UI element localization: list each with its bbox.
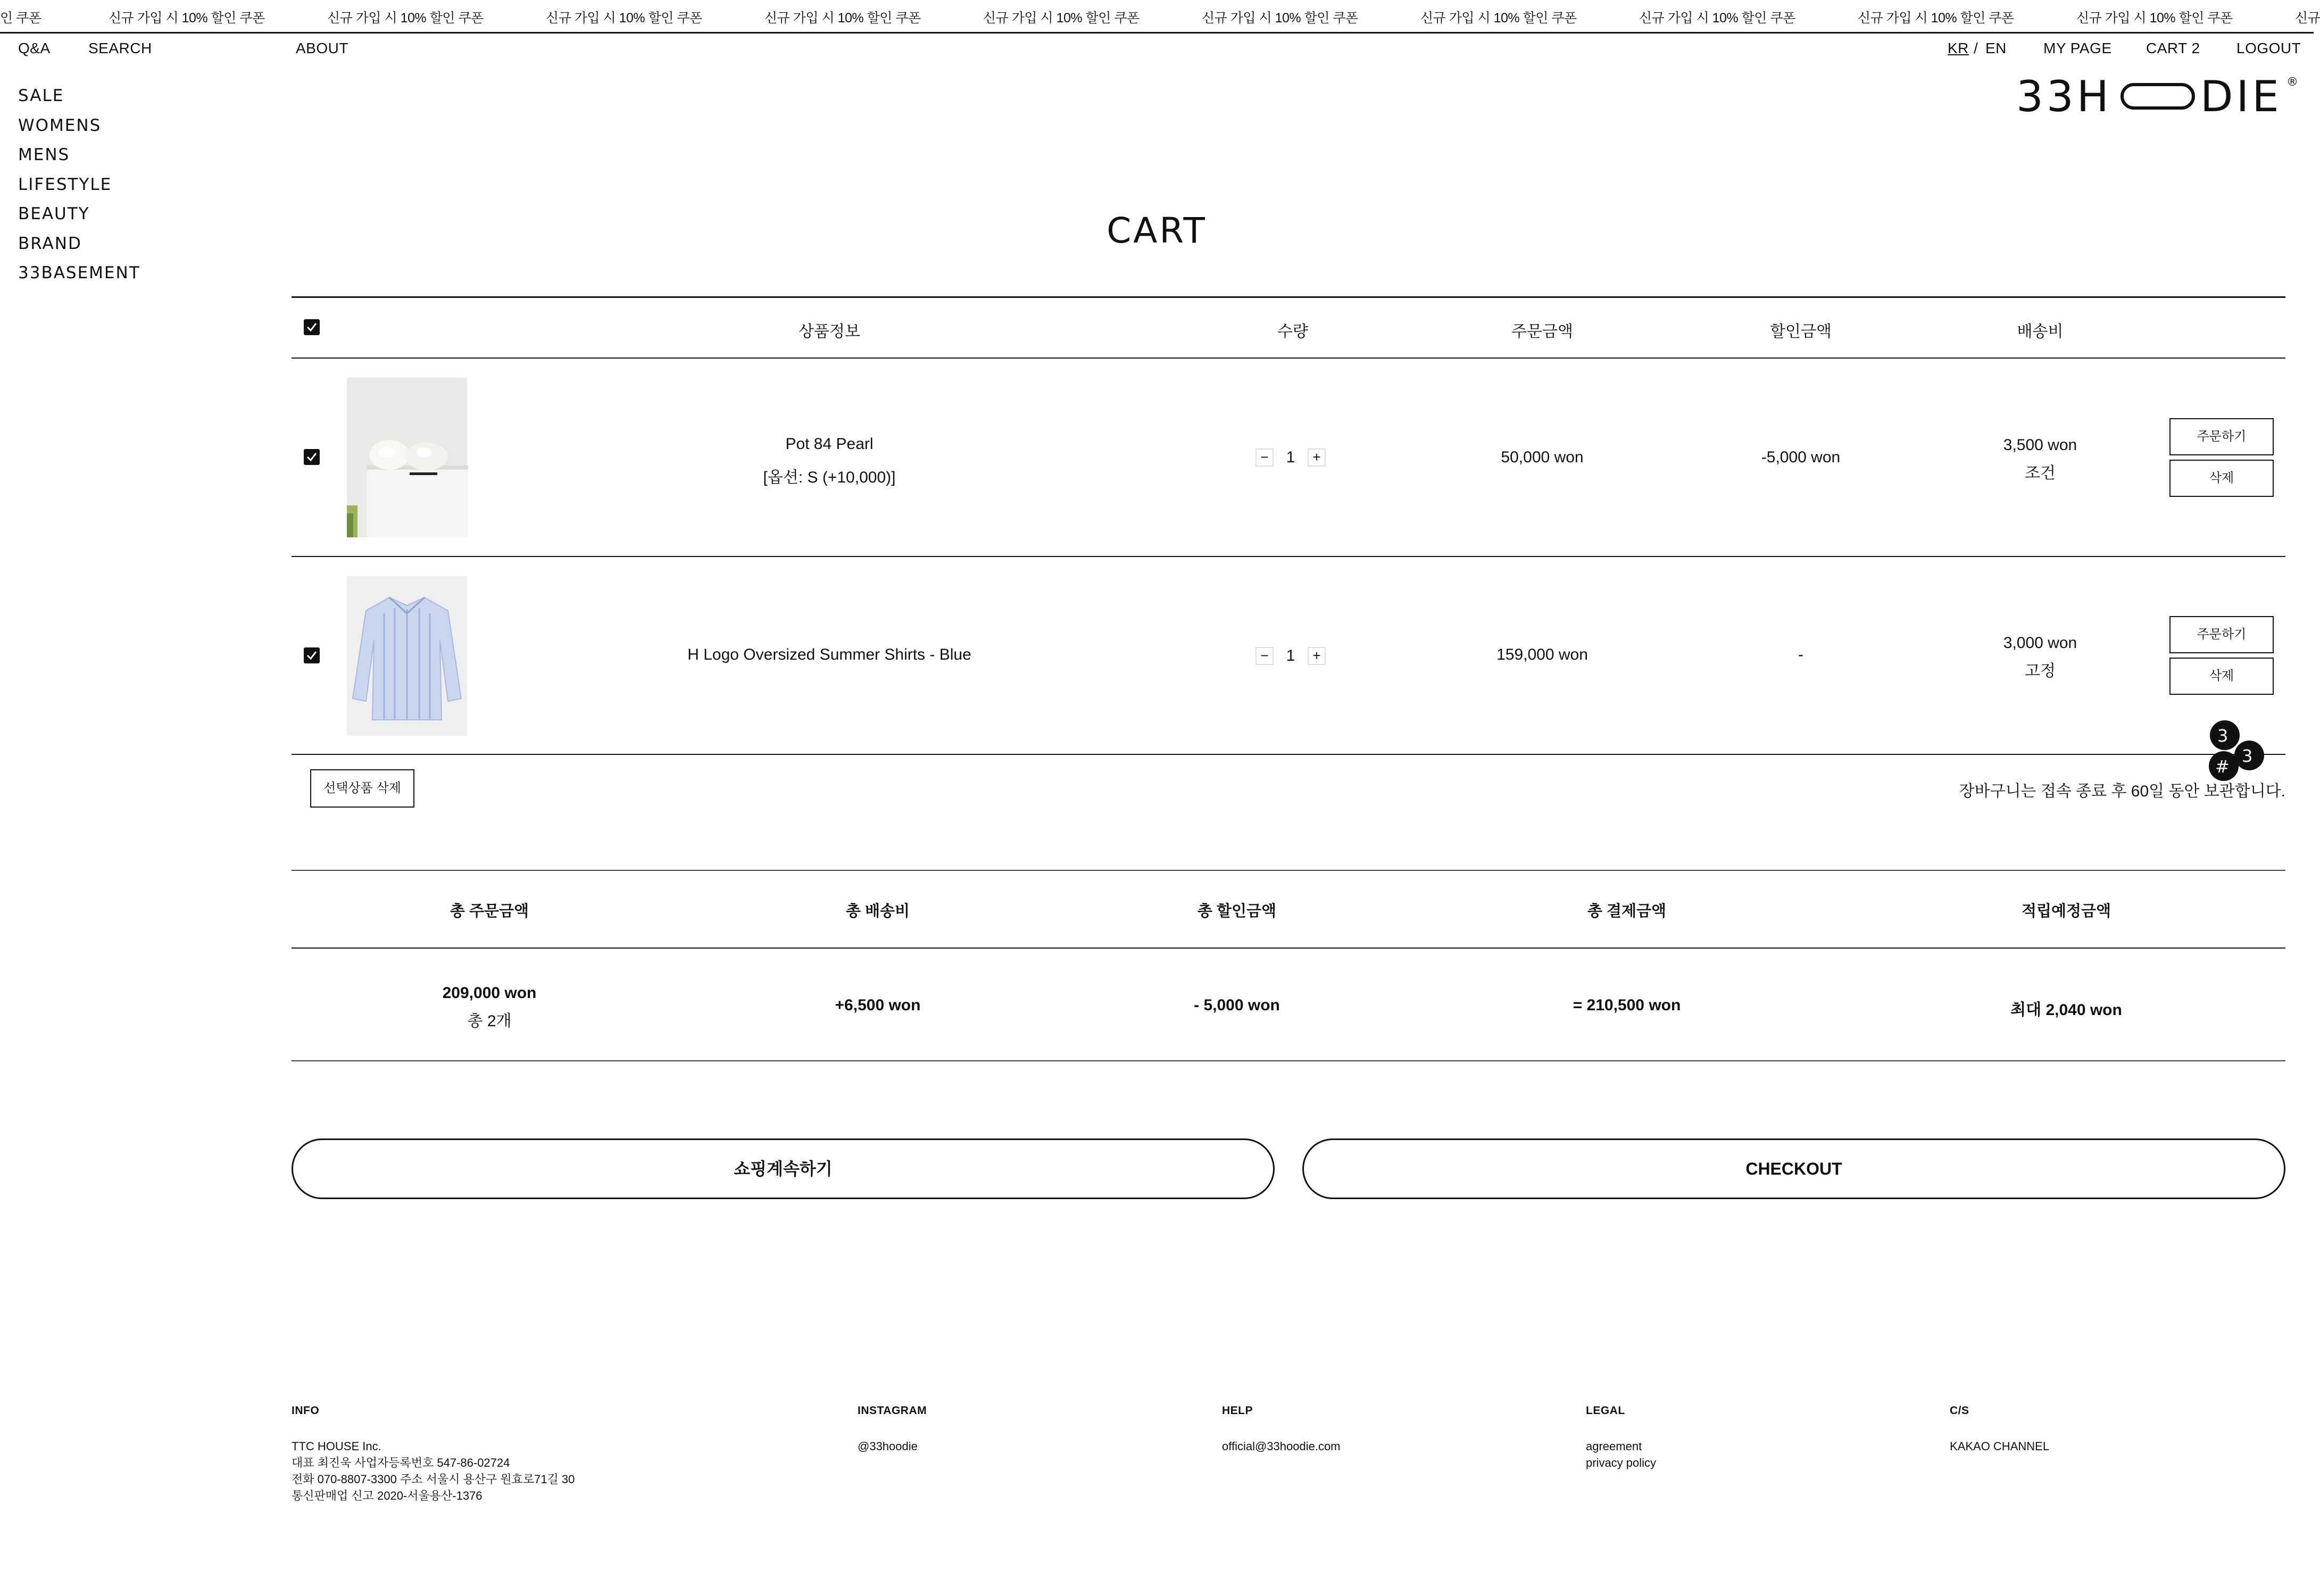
item-checkbox[interactable] <box>304 647 320 663</box>
summary-points-label: 적립예정금액 <box>2021 903 2111 920</box>
summary-total-order-value: 209,000 won <box>442 984 537 1002</box>
item-shipping-fee: 3,000 won <box>2003 634 2077 652</box>
header-discount-amount: 할인금액 <box>1770 323 1832 340</box>
logo-pill-icon <box>2121 83 2195 110</box>
menu-item-mens[interactable]: MENS <box>18 145 70 164</box>
summary-total-discount-label: 총 할인금액 <box>1197 903 1277 920</box>
marquee-message: 신규 가입 시 10% 할인 쿠폰 <box>1202 11 1358 26</box>
qty-value[interactable]: 1 <box>1286 647 1295 664</box>
summary-top-border <box>292 870 2285 871</box>
marquee-message: 신규 가입 시 10% 할인 쿠폰 <box>1858 11 2014 26</box>
marquee-message: 신규 <box>2295 11 2320 26</box>
shirt-photo-icon <box>347 576 467 736</box>
marquee-message: 신규 가입 시 10% 할인 쿠폰 <box>1420 11 1577 26</box>
table-header-border <box>292 358 2285 359</box>
item-shipping-type: 조건 <box>2025 464 2056 482</box>
footer-help-title: HELP <box>1222 1404 1253 1417</box>
header-product-info: 상품정보 <box>799 323 860 340</box>
item-shipping-fee: 3,500 won <box>2003 436 2077 454</box>
qty-decrease-button[interactable]: − <box>1255 647 1274 665</box>
quantity-stepper <box>1255 647 1326 665</box>
lang-en-link[interactable]: EN <box>1985 40 2007 56</box>
footer-company: TTC HOUSE Inc. <box>292 1440 381 1453</box>
nav-search-link[interactable]: SEARCH <box>88 40 152 56</box>
marquee-message: 신규 가입 시 10% 할인 쿠폰 <box>1639 11 1795 26</box>
marquee-message: 신규 가입 시 10% 할인 쿠폰 <box>2076 11 2233 26</box>
item-name[interactable]: Pot 84 Pearl <box>785 435 874 453</box>
row-divider <box>292 754 2285 755</box>
checkout-button[interactable]: CHECKOUT <box>1302 1138 2285 1199</box>
delete-item-button[interactable]: 삭제 <box>2169 658 2274 695</box>
qty-value[interactable]: 1 <box>1286 448 1295 466</box>
quantity-stepper <box>1255 448 1326 467</box>
summary-total-order-label: 총 주문금액 <box>450 903 529 920</box>
promo-marquee <box>0 0 2320 34</box>
menu-item-33basement[interactable]: 33BASEMENT <box>18 263 140 282</box>
footer-agreement-link[interactable]: agreement <box>1586 1440 1642 1453</box>
marquee-message: 신규 가입 시 10% 할인 쿠폰 <box>764 11 921 26</box>
nav-my-page-link[interactable]: MY PAGE <box>2043 40 2112 56</box>
item-checkbox[interactable] <box>304 449 320 465</box>
page-title: CART <box>1107 210 1207 251</box>
footer-privacy-link[interactable]: privacy policy <box>1586 1456 1657 1469</box>
qty-decrease-button[interactable]: − <box>1255 448 1274 467</box>
marquee-message: 신규 가입 시 10% 할인 쿠폰 <box>109 11 265 26</box>
nav-about-link[interactable]: ABOUT <box>296 40 348 56</box>
delete-selected-button[interactable]: 선택상품 삭제 <box>310 769 414 808</box>
qty-increase-button[interactable]: + <box>1308 448 1326 467</box>
marquee-message: 신규 가입 시 10% 할인 쿠폰 <box>327 11 484 26</box>
marquee-message: 신규 가입 시 10% 할인 쿠폰 <box>983 11 1140 26</box>
menu-item-beauty[interactable]: BEAUTY <box>18 204 90 223</box>
product-image-pot[interactable] <box>347 378 467 537</box>
category-menu <box>18 85 140 292</box>
footer-instagram-link[interactable]: @33hoodie <box>858 1440 918 1453</box>
qty-increase-button[interactable]: + <box>1308 647 1326 665</box>
marquee-message: 신규 가입 시 10% 할인 쿠폰 <box>546 11 702 26</box>
nav-qna-link[interactable]: Q&A <box>18 40 51 56</box>
footer-cs-title: C/S <box>1950 1404 1969 1417</box>
footer-commerce-registration: 통신판매업 신고 2020-서울용산-1376 <box>292 1489 483 1502</box>
logo-text-right: DIE <box>2200 72 2282 121</box>
brand-logo[interactable] <box>2016 72 2298 121</box>
cart-retention-notice: 장바구니는 접속 종료 후 60일 동안 보관합니다. <box>1959 783 2285 800</box>
pot-photo-icon <box>347 378 467 537</box>
summary-bottom-border <box>292 1060 2285 1061</box>
chat-sticker-icon[interactable] <box>2207 719 2267 783</box>
delete-item-button[interactable]: 삭제 <box>2169 460 2274 497</box>
nav-logout-link[interactable]: LOGOUT <box>2236 40 2301 56</box>
footer-instagram-title: INSTAGRAM <box>858 1404 927 1417</box>
footer-info-title: INFO <box>292 1404 320 1417</box>
menu-item-brand[interactable]: BRAND <box>18 234 82 253</box>
order-item-button[interactable]: 주문하기 <box>2169 616 2274 653</box>
footer-help-email-link[interactable]: official@33hoodie.com <box>1222 1440 1341 1453</box>
item-discount: - <box>1798 646 1803 663</box>
checkbox-checked-icon <box>305 451 318 463</box>
table-top-border <box>292 296 2285 298</box>
header-order-amount: 주문금액 <box>1511 323 1573 340</box>
lang-separator: / <box>1974 40 1978 56</box>
summary-total-shipping-label: 총 배송비 <box>845 903 910 920</box>
product-image-shirt[interactable] <box>347 576 467 736</box>
item-order-amount: 50,000 won <box>1501 448 1584 466</box>
summary-total-discount-value: - 5,000 won <box>1194 996 1280 1014</box>
select-all-checkbox[interactable] <box>304 319 320 335</box>
continue-shopping-button[interactable]: 쇼핑계속하기 <box>292 1138 1275 1199</box>
header-quantity: 수량 <box>1277 323 1308 340</box>
lang-kr-link[interactable]: KR <box>1948 40 1969 56</box>
footer-legal-title: LEGAL <box>1586 1404 1625 1417</box>
checkbox-checked-icon <box>305 649 318 662</box>
svg-text:3: 3 <box>2217 726 2228 746</box>
summary-points-value: 최대 2,040 won <box>2010 1001 2122 1019</box>
row-divider <box>292 556 2285 557</box>
item-option: [옵션: S (+10,000)] <box>763 469 896 486</box>
svg-text:3: 3 <box>2242 746 2253 766</box>
footer-contact-address: 전화 070-8807-3300 주소 서울시 용산구 원효로71길 30 <box>292 1473 575 1486</box>
menu-item-lifestyle[interactable]: LIFESTYLE <box>18 174 112 194</box>
menu-item-womens[interactable]: WOMENS <box>18 115 102 135</box>
logo-registered-mark: ® <box>2286 76 2298 89</box>
summary-total-count: 총 2개 <box>467 1012 512 1030</box>
header-shipping: 배송비 <box>2017 323 2064 340</box>
marquee-message: 인 쿠폰 <box>0 11 41 26</box>
checkbox-checked-icon <box>305 321 318 334</box>
nav-cart-link[interactable]: CART 2 <box>2146 40 2200 56</box>
item-discount: -5,000 won <box>1761 448 1841 466</box>
summary-header-border <box>292 947 2285 949</box>
menu-item-sale[interactable]: SALE <box>18 86 64 105</box>
footer-kakao-channel-link[interactable]: KAKAO CHANNEL <box>1950 1440 2050 1453</box>
summary-total-payment-label: 총 결제금액 <box>1587 903 1667 920</box>
footer-business-number: 대표 최진욱 사업자등록번호 547-86-02724 <box>292 1456 510 1469</box>
summary-total-shipping-value: +6,500 won <box>835 996 921 1014</box>
item-name[interactable]: H Logo Oversized Summer Shirts - Blue <box>687 646 971 663</box>
item-order-amount: 159,000 won <box>1496 646 1588 663</box>
summary-total-payment-value: = 210,500 won <box>1573 996 1681 1014</box>
item-shipping-type: 고정 <box>2025 662 2056 680</box>
logo-text-left: 33H <box>2016 72 2112 121</box>
order-item-button[interactable]: 주문하기 <box>2169 418 2274 455</box>
svg-text:#: # <box>2215 757 2230 777</box>
